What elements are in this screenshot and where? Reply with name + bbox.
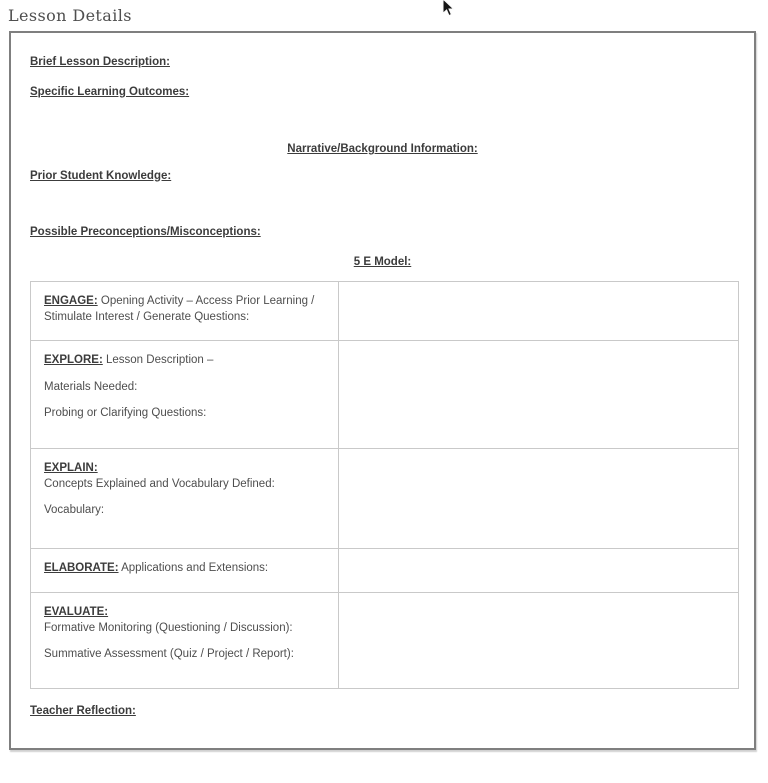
explore-prompt-cell	[31, 341, 339, 449]
explain-prompt-cell	[31, 449, 339, 549]
engage-response-cell	[339, 282, 739, 341]
explain-vocabulary-text: Vocabulary:	[44, 504, 105, 517]
explain-label: EXPLAIN:	[44, 462, 98, 475]
table-row-elaborate	[31, 549, 739, 593]
table-row-explore	[31, 341, 739, 449]
engage-prompt-text: ENGAGE: Opening Activity – Access Prior Learning / Stimulate Interest / Generate Questions:	[44, 295, 315, 323]
elaborate-prompt-text: ELABORATE: Applications and Extensions:	[44, 562, 269, 575]
engage-prompt-cell	[31, 282, 339, 341]
specific-learning-outcomes-label: Specific Learning Outcomes:	[30, 85, 190, 98]
lesson-plan-content-box	[9, 31, 756, 750]
evaluate-response-cell	[339, 593, 739, 689]
explore-prompt-text: EXPLORE: Lesson Description –	[44, 354, 214, 367]
explain-response-cell	[339, 449, 739, 549]
five-e-model-table	[30, 281, 739, 689]
page-title: Lesson Details	[8, 6, 132, 25]
explore-materials-text: Materials Needed:	[44, 380, 138, 393]
narrative-background-heading: Narrative/Background Information:	[287, 143, 478, 156]
explore-response-cell	[339, 341, 739, 449]
possible-preconceptions-label: Possible Preconceptions/Misconceptions:	[30, 226, 261, 239]
teacher-reflection-label: Teacher Reflection:	[30, 705, 136, 718]
elaborate-response-cell	[339, 549, 739, 593]
prior-student-knowledge-label: Prior Student Knowledge:	[30, 169, 172, 182]
evaluate-prompt-cell	[31, 593, 339, 689]
explore-label: EXPLORE:	[44, 354, 103, 367]
evaluate-label: EVALUATE:	[44, 606, 109, 619]
evaluate-prompt-text: EVALUATE: Formative Monitoring (Questioning / Discussion):	[44, 606, 293, 634]
table-row-evaluate	[31, 593, 739, 689]
five-e-model-heading: 5 E Model:	[353, 255, 412, 268]
table-row-engage	[31, 282, 739, 341]
brief-lesson-description-label: Brief Lesson Description:	[30, 56, 170, 68]
explain-prompt-text: EXPLAIN: Concepts Explained and Vocabulary Defined:	[44, 462, 275, 490]
elaborate-label: ELABORATE:	[44, 562, 119, 575]
explore-probing-text: Probing or Clarifying Questions:	[44, 407, 207, 420]
table-row-explain	[31, 449, 739, 549]
engage-label: ENGAGE:	[44, 295, 98, 308]
evaluate-summative-text: Summative Assessment (Quiz / Project / Report):	[44, 648, 294, 661]
elaborate-prompt-cell	[31, 549, 339, 593]
